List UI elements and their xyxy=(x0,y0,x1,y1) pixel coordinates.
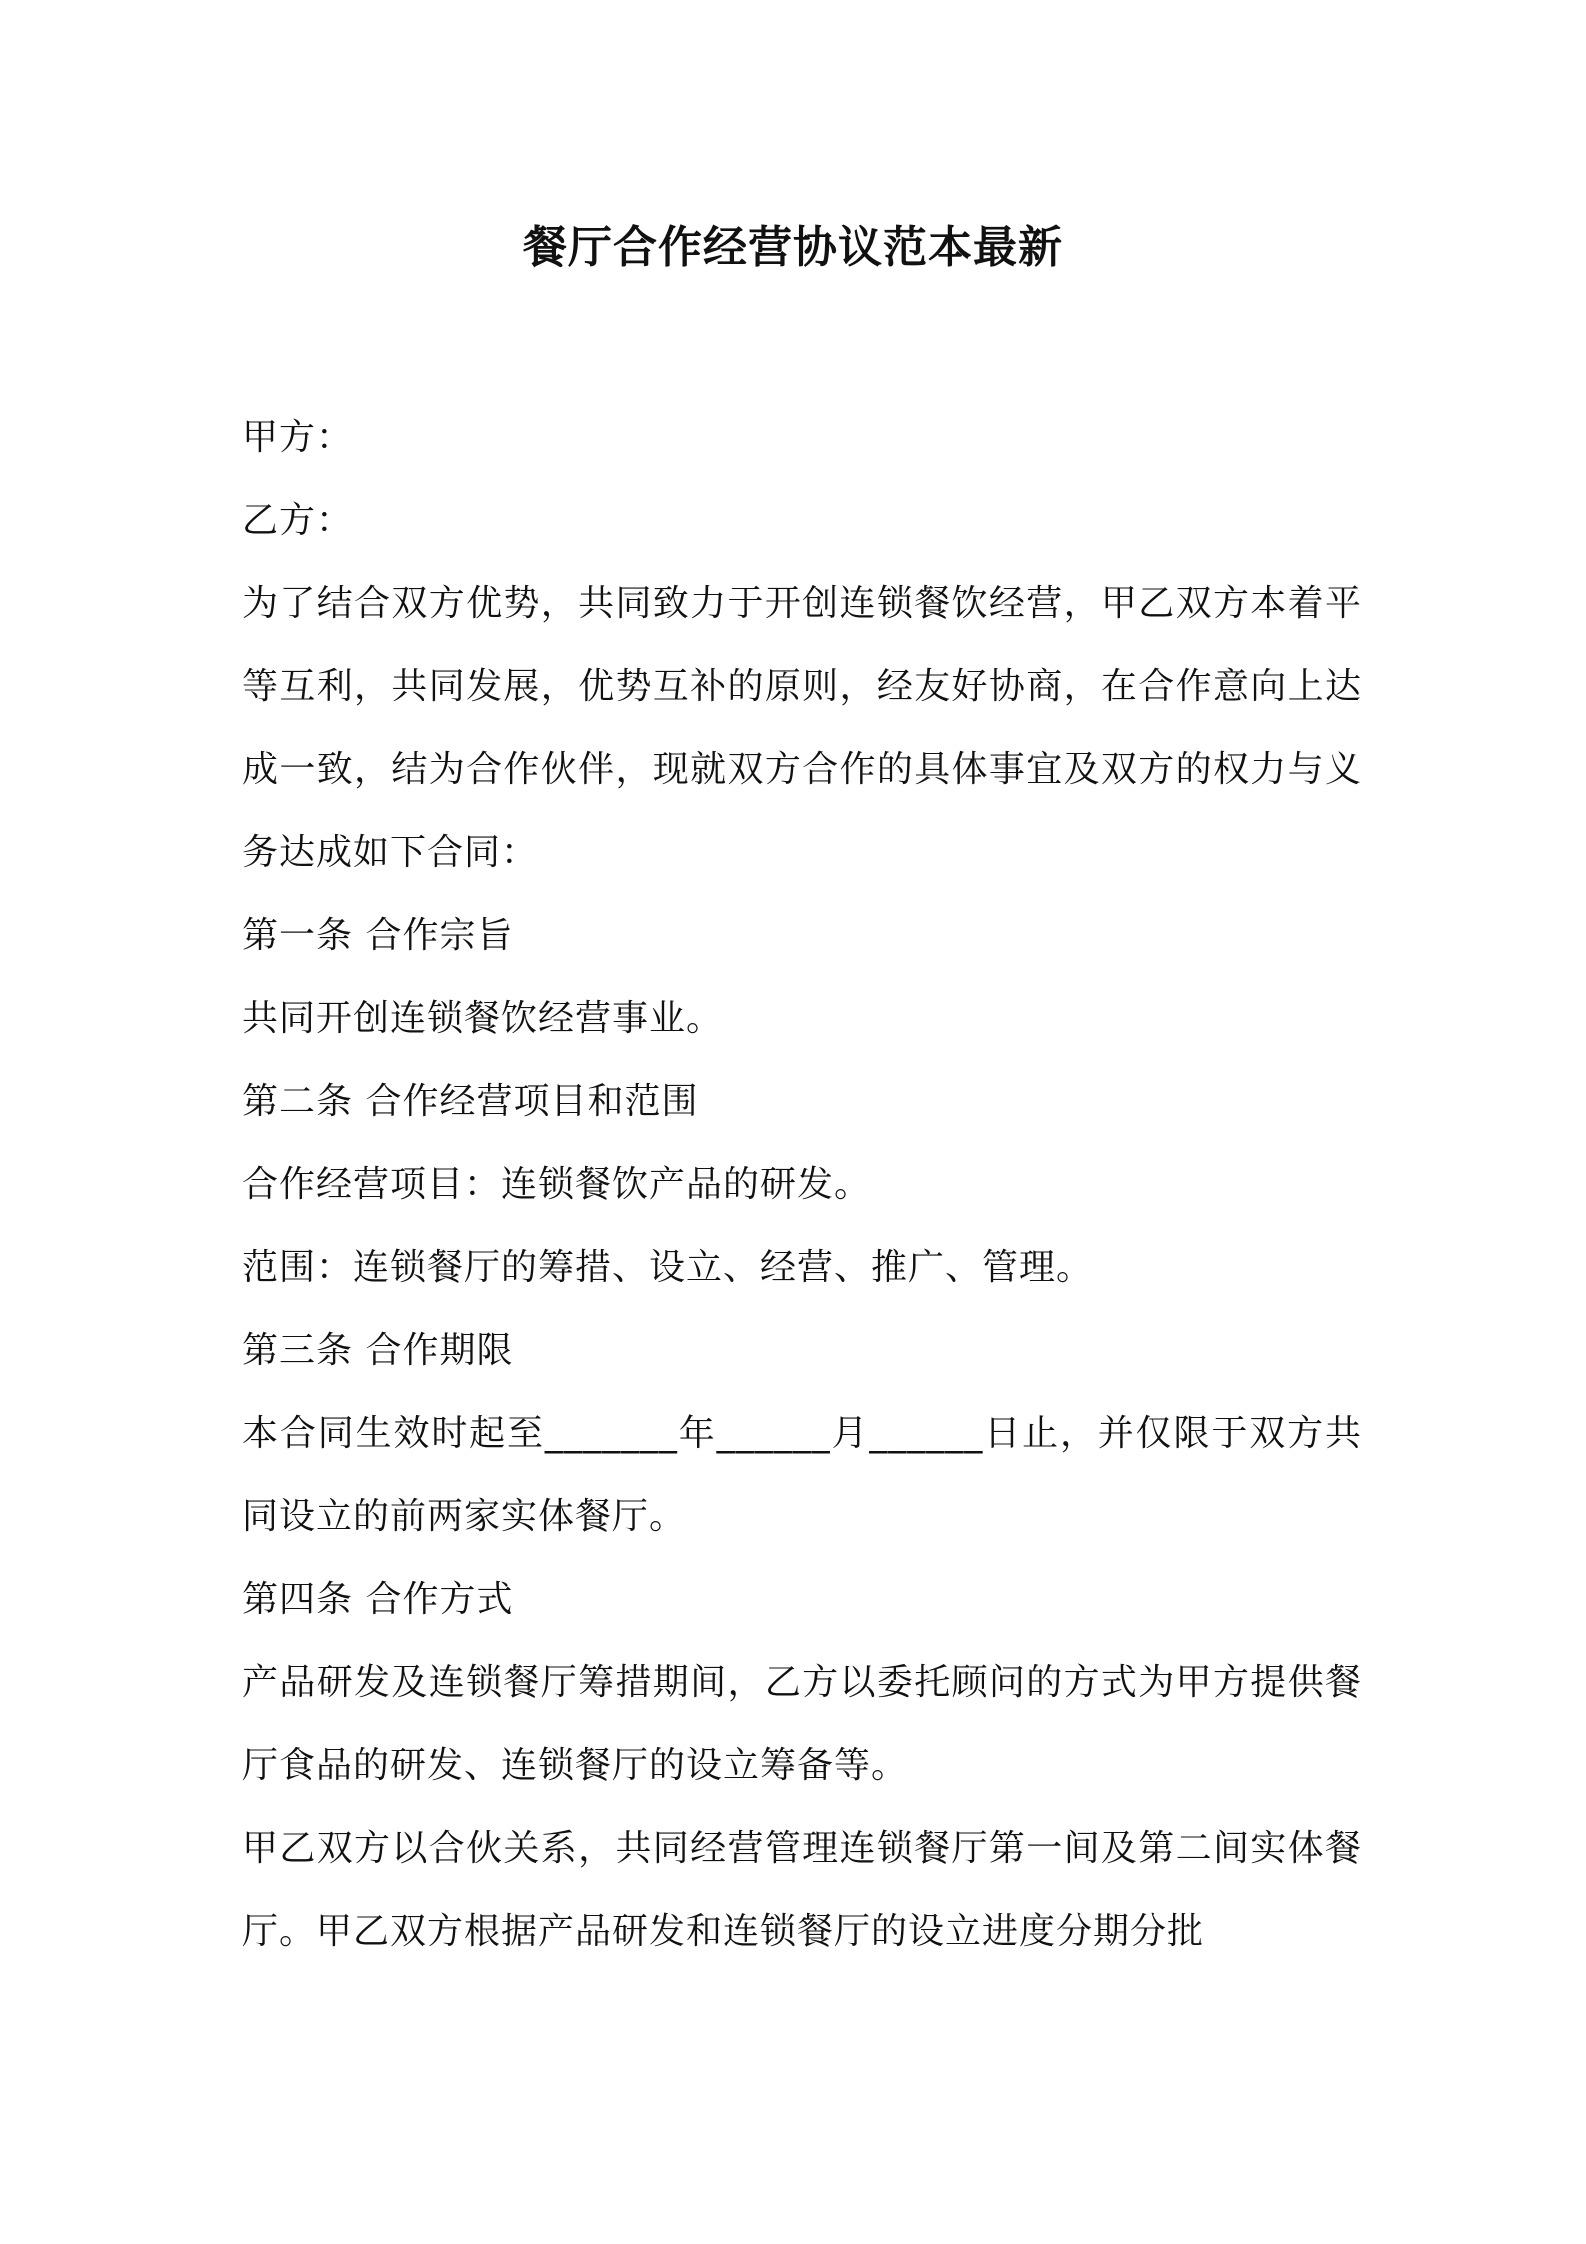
article-1-heading: 第一条 合作宗旨 xyxy=(242,915,514,956)
party-b-label: 乙方： xyxy=(242,500,354,541)
article-2-scope: 范围：连锁餐厅的筹措、设立、经营、推广、管理。 xyxy=(242,1247,1094,1288)
article-4-paragraph-1: 产品研发及连锁餐厅筹措期间，乙方以委托顾问的方式为甲方提供餐厅食品的研发、连锁餐厅的设立筹备等。 xyxy=(242,1662,1362,1786)
article-2-project: 合作经营项目：连锁餐饮产品的研发。 xyxy=(242,1164,872,1205)
article-1-text: 共同开创连锁餐饮经营事业。 xyxy=(242,998,724,1039)
document-title: 餐厅合作经营协议范本最新 xyxy=(523,222,1063,273)
article-2-heading: 第二条 合作经营项目和范围 xyxy=(242,1081,699,1122)
article-3-heading: 第三条 合作期限 xyxy=(242,1330,514,1371)
document-body xyxy=(242,396,1362,1973)
article-4-heading: 第四条 合作方式 xyxy=(242,1579,514,1620)
preamble-paragraph: 为了结合双方优势，共同致力于开创连锁餐饮经营，甲乙双方本着平等互利，共同发展，优势互补的原则，经友好协商，在合作意向上达成一致，结为合作伙伴，现就双方合作的具体事宜及双方的权力与义务达成如下合同： xyxy=(242,583,1362,873)
article-3-text: 本合同生效时起至_______年______月______日止，并仅限于双方共同设立的前两家实体餐厅。 xyxy=(242,1413,1362,1537)
party-a-label: 甲方： xyxy=(242,417,354,458)
article-4-paragraph-2: 甲乙双方以合伙关系，共同经营管理连锁餐厅第一间及第二间实体餐厅。甲乙双方根据产品研发和连锁餐厅的设立进度分期分批 xyxy=(242,1828,1362,1952)
